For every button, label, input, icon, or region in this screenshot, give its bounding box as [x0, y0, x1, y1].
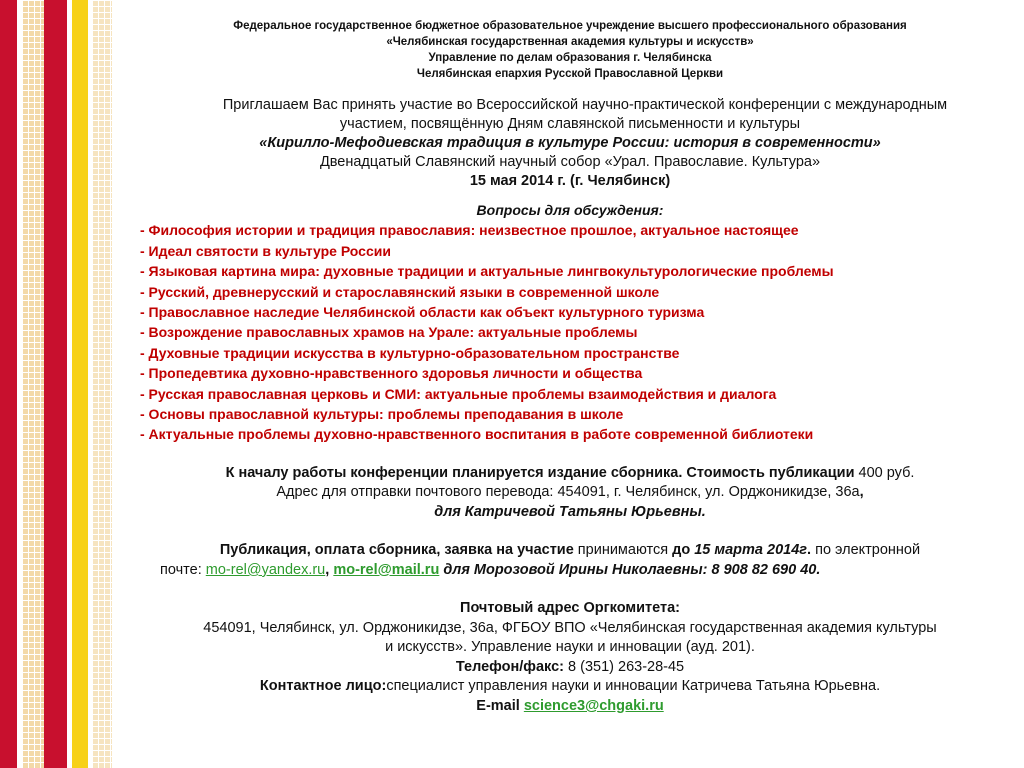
sobor-title: Двенадцатый Славянский научный собор «Урал. Православие. Культура» [319, 154, 821, 170]
deadline-accepted: принимаются [573, 542, 673, 559]
email-separator: , [325, 561, 334, 578]
topic-item: - Русский, древнерусский и старославянский языки в современной школе [140, 283, 660, 300]
stripe-yellow [72, 0, 88, 768]
deadline-text: Публикация, оплата сборника, заявка на участие [219, 542, 574, 559]
postal-address: Адрес для отправки почтового перевода: 454091, г. Челябинск, ул. Орджоникидзе, 36а [276, 484, 860, 501]
header-line: Челябинская епархия Русской Православной Церкви [416, 68, 724, 80]
organizers-header [130, 18, 1010, 82]
contact-label: Контактное лицо: [259, 678, 387, 695]
recipient: для Катричевой Татьяны Юрьевны. [434, 503, 706, 520]
topic-item: - Православное наследие Челябинской области как объект культурного туризма [140, 304, 705, 321]
orgcommittee-info [130, 599, 1010, 716]
topics-title: Вопросы для обсуждения: [476, 202, 664, 218]
publication-price: 400 руб. [854, 464, 915, 481]
discussion-topics [130, 200, 1010, 445]
email-link-science[interactable]: science3@chgaki.ru [523, 697, 664, 714]
deadline-dot: . [807, 542, 812, 559]
header-line: «Челябинская государственная академия культуры и искусств» [386, 36, 754, 48]
topic-item: - Философия истории и традиция православия: неизвестное прошлое, актуальное настоящее [140, 222, 799, 239]
stripe-grid [22, 0, 44, 768]
publication-info [130, 464, 1010, 523]
phone-number: 8 (351) 263-28-45 [564, 658, 685, 675]
email-link-yandex[interactable]: mo-rel@yandex.ru [205, 561, 326, 578]
contact-morozova: для Морозовой Ирины Николаевны: 8 908 82 690 40. [439, 561, 821, 578]
topic-item: - Основы православной культуры: проблемы преподавания в школе [140, 406, 624, 423]
conference-title: «Кирилло-Мефодиевская традиция в культуре России: история в современности» [259, 135, 881, 151]
header-line: Федеральное государственное бюджетное образовательное учреждение высшего профессионального образования [233, 20, 907, 32]
contact-person: специалист управления науки и инновации Катричева Татьяна Юрьевна. [386, 678, 881, 695]
phone-label: Телефон/факс: [455, 658, 565, 675]
topic-item: - Возрождение православных храмов на Урале: актуальные проблемы [140, 324, 638, 341]
topic-item: - Пропедевтика духовно-нравственного здоровья личности и общества [140, 365, 643, 382]
orgcommittee-title: Почтовый адрес Оргкомитета: [460, 600, 680, 617]
publication-text: К началу работы конференции планируется издание сборника. Стоимость публикации [225, 464, 855, 481]
topic-item: - Русская православная церковь и СМИ: актуальные проблемы взаимодействия и диалога [140, 385, 777, 402]
mail-prefix: почте: [160, 561, 206, 578]
deadline-until: до [672, 542, 691, 559]
deadline-tail: по электронной [811, 542, 921, 559]
stripe-red [0, 0, 17, 768]
stripe-red-wide [44, 0, 67, 768]
header-line: Управление по делам образования г. Челябинска [428, 52, 712, 64]
invite-line: Приглашаем Вас принять участие во Всероссийской научно-практической конференции с международным [222, 97, 948, 113]
invite-line: участием, посвящённую Дням славянской письменности и культуры [339, 116, 801, 132]
conference-date: 15 мая 2014 г. (г. Челябинск) [469, 173, 671, 189]
topic-item: - Духовные традиции искусства в культурно-образовательном пространстве [140, 344, 680, 361]
topic-item: - Языковая картина мира: духовные традиции и актуальные лингвокультурологические проблемы [140, 263, 834, 280]
email-label: E-mail [476, 697, 524, 714]
deadline-info [130, 541, 1010, 580]
deadline-date: 15 марта 2014г [690, 542, 808, 559]
document-content [130, 18, 1010, 716]
topic-item: - Актуальные проблемы духовно-нравственного воспитания в работе современной библиотеки [140, 426, 814, 443]
topic-item: - Идеал святости в культуре России [140, 242, 391, 259]
topic-list [130, 220, 1010, 444]
orgcommittee-address: 454091, Челябинск, ул. Орджоникидзе, 36а, ФГБОУ ВПО «Челябинская государственная академия культуры [203, 619, 937, 636]
stripe-grid-light [92, 0, 112, 768]
decorative-stripes [0, 0, 118, 768]
email-link-mail[interactable]: mo-rel@mail.ru [333, 561, 440, 578]
invitation [130, 96, 1010, 191]
orgcommittee-address: и искусств». Управление науки и инновации (ауд. 201). [385, 639, 755, 656]
address-comma: , [859, 484, 864, 501]
